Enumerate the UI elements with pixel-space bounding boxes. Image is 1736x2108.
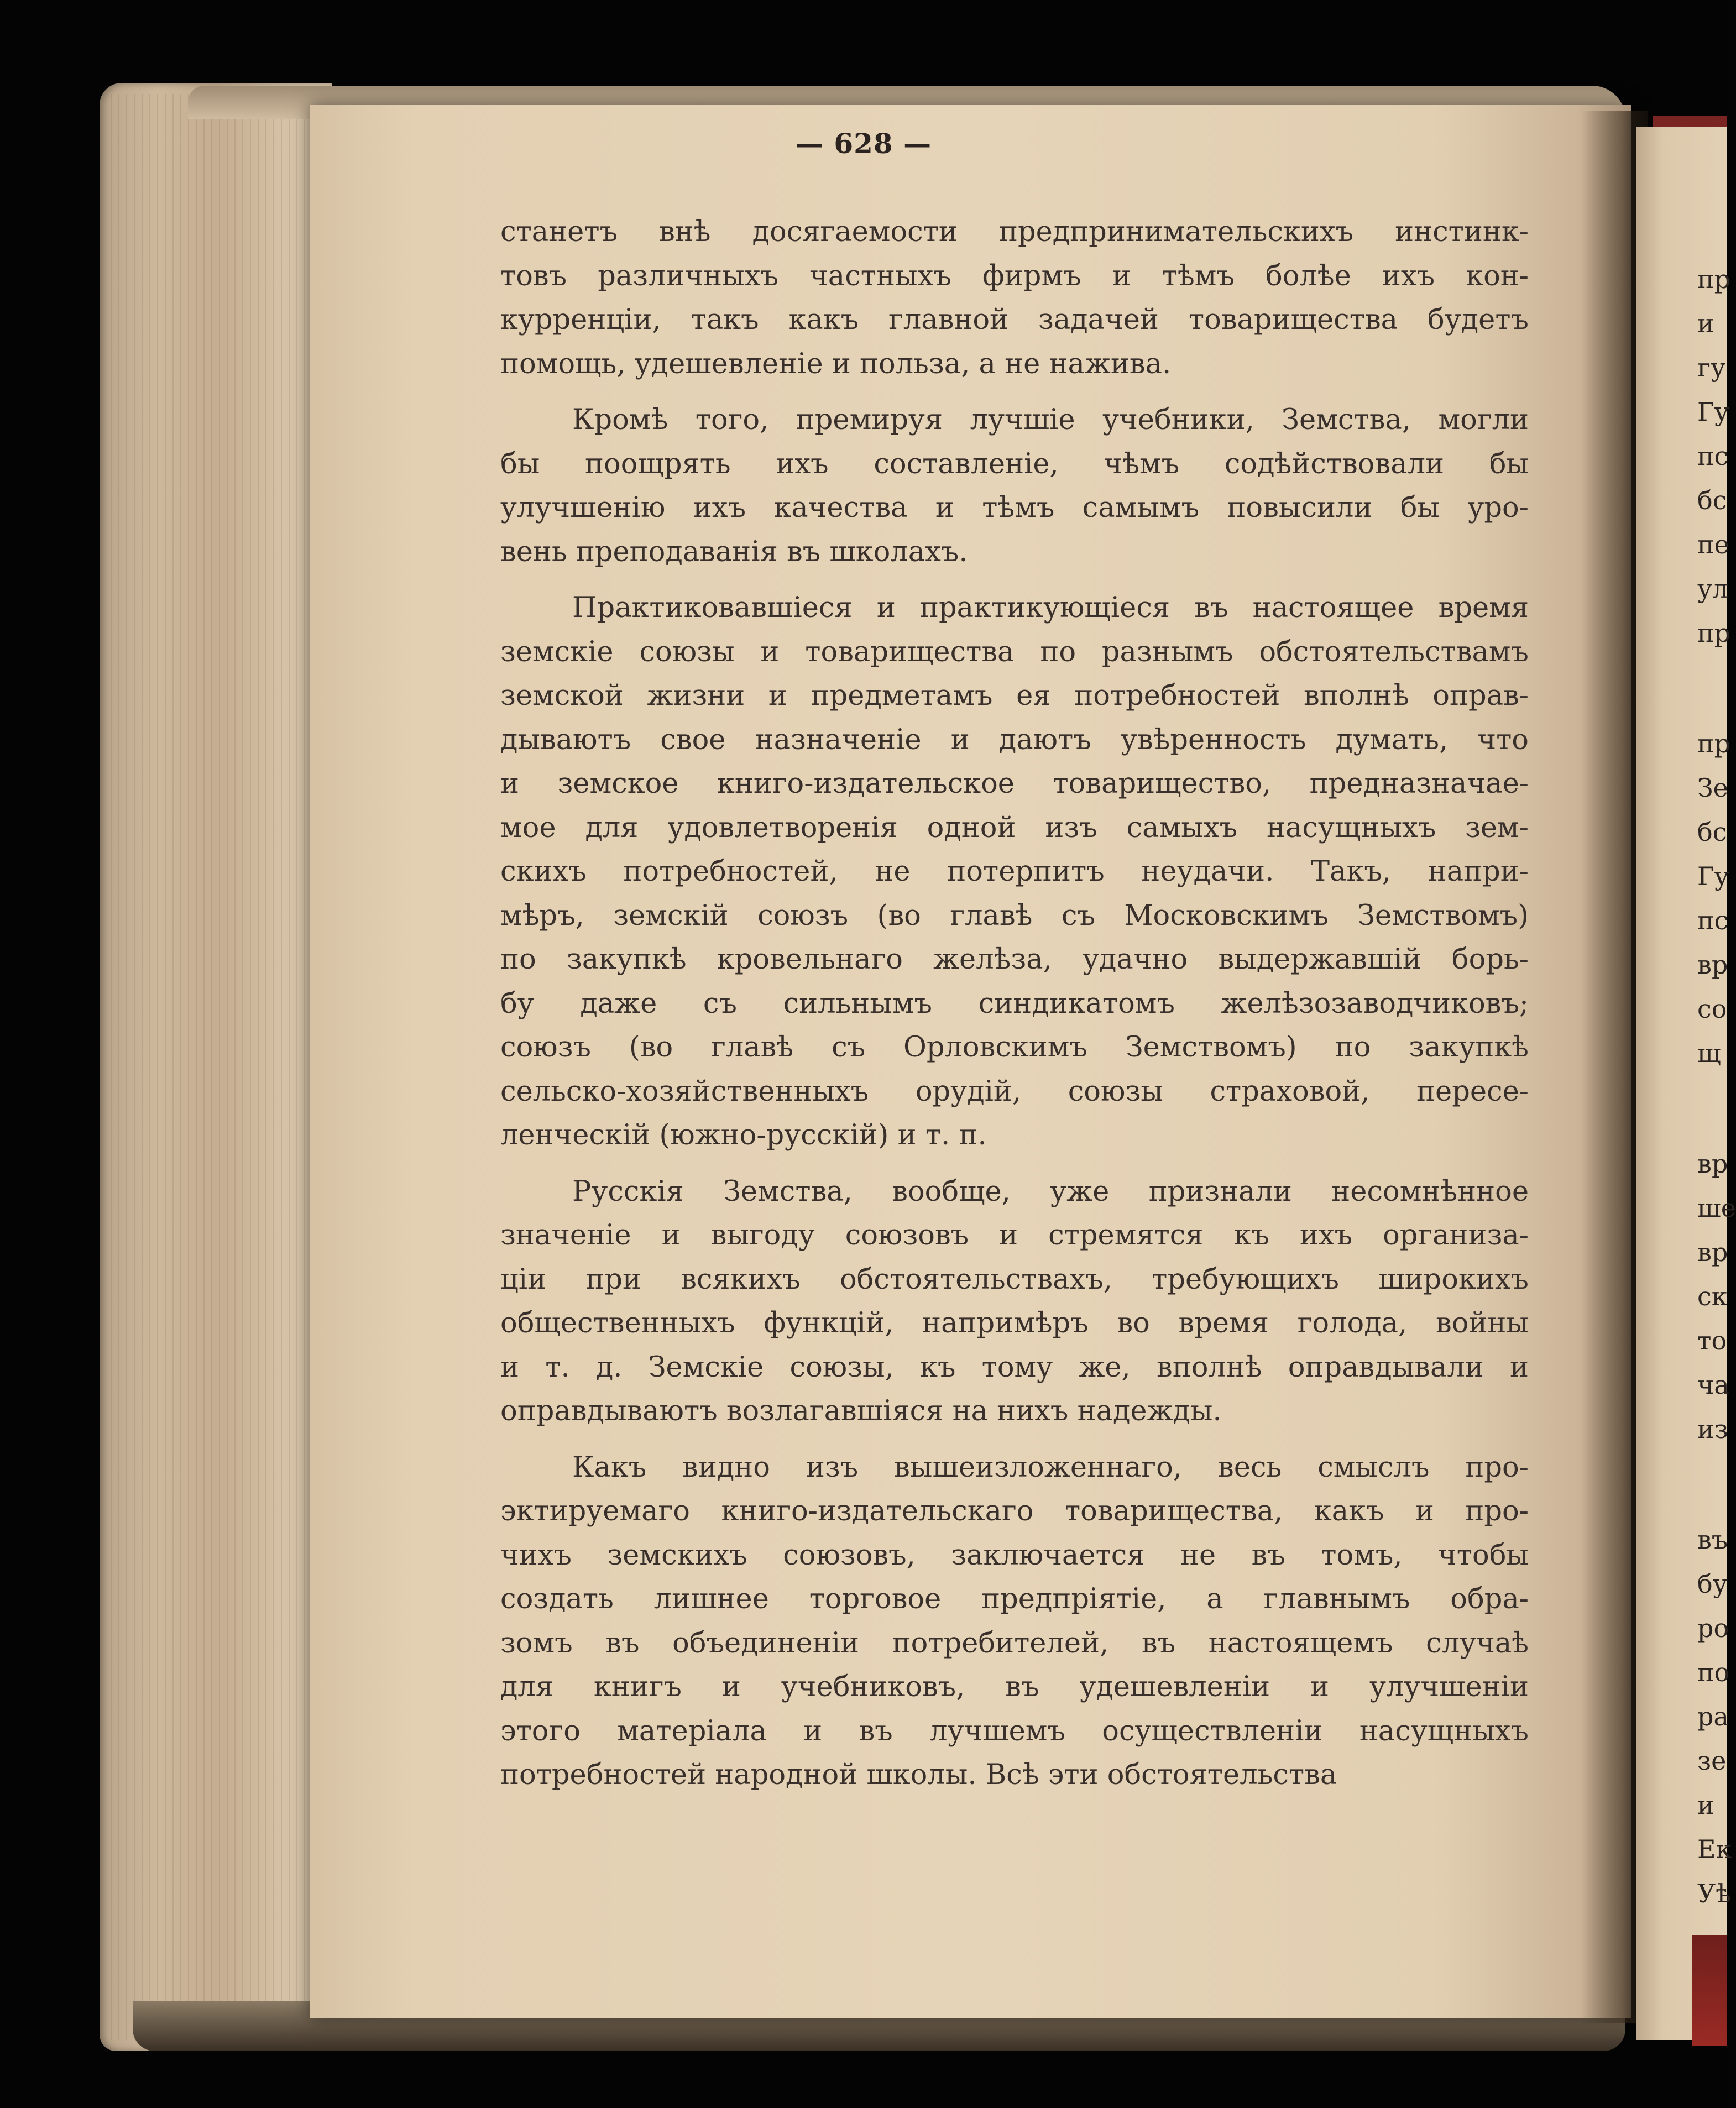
text-line: создать лишнее торговое предпріятіе, а главнымъ обра- [500,1583,1529,1615]
text-line: потребностей народной школы. Всѣ эти обстоятельства [500,1759,1337,1791]
page-stack-lines [111,94,310,2040]
next-page-fragment: Гу [1697,861,1729,891]
next-page-fragment: со [1697,994,1727,1024]
next-page-fragment: ча [1697,1370,1729,1400]
paragraph [500,210,1529,386]
next-page-fragment: Зе [1697,773,1728,803]
text-line: станетъ внѣ досягаемости предпринимательскихъ инстинк- [500,216,1529,248]
text-line: Русскія Земства, вообще, уже признали несомнѣнное [572,1175,1529,1208]
text-line: ленческій (южно-русскій) и т. п. [500,1119,987,1152]
next-page-fragment: щ [1697,1038,1721,1068]
text-line: Какъ видно изъ вышеизложеннаго, весь смыслъ про- [572,1451,1529,1484]
next-page-fragment: бс [1697,485,1727,515]
text-line: ціи при всякихъ обстоятельствахъ, требующихъ широкихъ [500,1263,1529,1296]
text-line: оправдываютъ возлагавшіяся на нихъ надежды. [500,1395,1222,1427]
text-line: Кромѣ того, премируя лучшіе учебники, Земства, могли [572,404,1529,436]
next-page-fragment: Уѣ [1697,1879,1731,1908]
text-line: дываютъ свое назначеніе и даютъ увѣренность думать, что [500,723,1529,756]
text-line: земскіе союзы и товарищества по разнымъ обстоятельствамъ [500,635,1529,668]
text-line: этого матеріала и въ лучшемъ осуществленіи насущныхъ [500,1714,1529,1748]
text-line: улучшенію ихъ качества и тѣмъ самымъ повысили бы уро- [500,491,1529,524]
next-page-text-fragments [1697,257,1736,1916]
next-page-fragment: вр [1697,950,1728,980]
next-page-fragment: из [1697,1414,1728,1444]
next-page-fragment: бу [1697,1569,1728,1599]
text-line: и т. д. Земскіе союзы, къ тому же, вполнѣ оправдывали и [500,1351,1529,1384]
next-page-fragment: бс [1697,817,1727,847]
next-page-fragment: и [1697,308,1714,338]
paragraph [500,1170,1529,1434]
next-page-fragment: пр [1697,618,1731,648]
next-page-fragment: Ек [1697,1834,1732,1864]
paragraph [500,586,1529,1158]
text-line: зомъ въ объединеніи потребителей, въ настоящемъ случаѣ [500,1626,1529,1660]
next-page-fragment: въ [1697,1525,1728,1555]
text-line: мѣръ, земскій союзъ (во главѣ съ Московскимъ Земствомъ) [500,899,1529,932]
text-line: чихъ земскихъ союзовъ, заключается не въ томъ, чтобы [500,1539,1529,1572]
next-page-fragment: вр [1697,1237,1728,1267]
paragraph [500,398,1529,574]
fragment-gap [1697,1075,1730,1142]
text-line: по закупкѣ кровельнаго желѣза, удачно выдержавшій борь- [500,943,1529,976]
text-line: товъ различныхъ частныхъ фирмъ и тѣмъ болѣе ихъ кон- [500,259,1529,292]
text-line: общественныхъ функцій, напримѣръ во время голода, войны [500,1307,1529,1340]
next-page-fragment: ше [1697,1193,1736,1223]
next-page-fragment: пе [1697,530,1729,559]
page-number: — 628 — [795,127,932,160]
fragment-gap [1697,655,1730,721]
text-line: союзъ (во главѣ съ Орловскимъ Земствомъ) по закупкѣ [500,1031,1529,1064]
paragraph [500,1446,1529,1797]
next-page-fragment: ро [1697,1613,1729,1643]
text-line: скихъ потребностей, не потерпитъ неудачи. Такъ, напри- [500,855,1529,888]
text-line: мое для удовлетворенія одной изъ самыхъ насущныхъ зем- [500,811,1529,844]
next-page-fragment: пр [1697,264,1731,294]
next-page-fragment: пр [1697,729,1731,759]
cover-edge-bottom [1692,1935,1727,2046]
next-page-fragment: ул [1697,574,1729,604]
text-line: сельско-хозяйственныхъ орудій, союзы страховой, пересе- [500,1075,1529,1108]
text-line: помощь, удешевленіе и польза, а не нажива. [500,347,1172,380]
fragment-gap [1697,1451,1730,1518]
next-page-fragment: гу [1697,353,1726,383]
text-line: значеніе и выгоду союзовъ и стремятся къ ихъ организа- [500,1219,1529,1252]
text-line: и земское книго-издательское товарищество, предназначае- [500,767,1529,800]
next-page-fragment: то [1697,1326,1727,1356]
next-page-fragment: пс [1697,906,1729,935]
next-page-fragment: зе [1697,1746,1727,1776]
next-page-fragment: ра [1697,1702,1729,1732]
page-body-text [500,210,1529,1809]
text-line: для книгъ и учебниковъ, въ удешевленіи и улучшеніи [500,1671,1529,1703]
next-page-fragment: и [1697,1790,1714,1820]
text-line: эктируемаго книго-издательскаго товарищества, какъ и про- [500,1495,1529,1528]
next-page-fragment: вр [1697,1149,1728,1179]
next-page-fragment: пс [1697,441,1729,471]
text-line: курренціи, такъ какъ главной задачей товарищества будетъ [500,304,1529,336]
text-line: бы поощрять ихъ составленіе, чѣмъ содѣйствовали бы [500,447,1529,480]
text-line: земской жизни и предметамъ ея потребностей вполнѣ оправ- [500,679,1529,712]
text-line: бу даже съ сильнымъ синдикатомъ желѣзозаводчиковъ; [500,987,1529,1020]
text-line: Практиковавшіеся и практикующіеся въ настоящее время [572,592,1529,624]
next-page-fragment: ск [1697,1281,1728,1311]
next-page-fragment: по [1697,1657,1730,1687]
text-line: вень преподаванія въ школахъ. [500,535,968,568]
next-page-fragment: Гу [1697,397,1729,427]
